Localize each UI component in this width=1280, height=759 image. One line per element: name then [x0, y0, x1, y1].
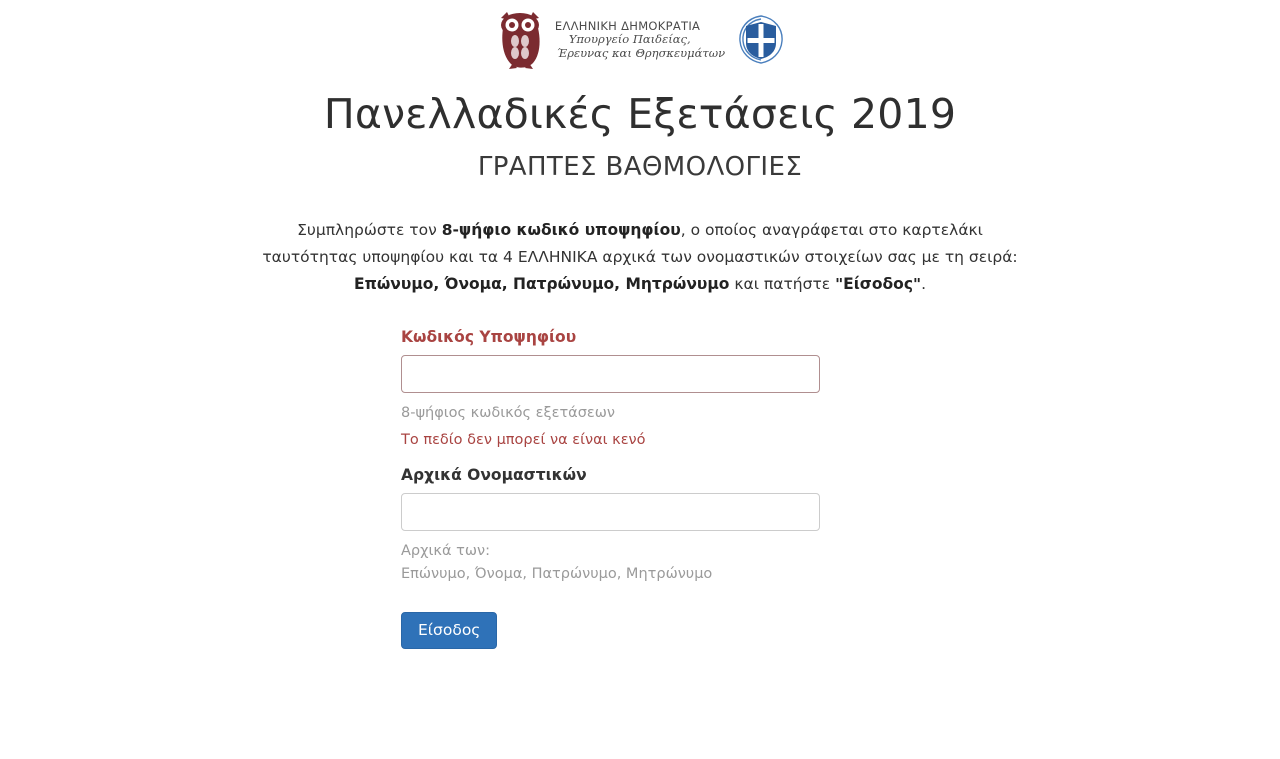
logo-text [555, 18, 725, 61]
page-title: Πανελλαδικές Εξετάσεις 2019 [323, 90, 957, 138]
instructions-text [260, 217, 1020, 297]
candidate-code-error: Το πεδίο δεν μπορεί να είναι κενό [401, 431, 646, 448]
owl-icon [493, 8, 549, 70]
login-form [401, 297, 821, 649]
submit-button[interactable]: Είσοδος [401, 612, 497, 650]
instructions-line3-bold2: "Είσοδος" [835, 274, 922, 293]
logo-inner [493, 8, 787, 70]
candidate-code-help: 8-ψήφιος κωδικός εξετάσεων [401, 405, 615, 422]
instructions-line2: ταυτότητας υποψηφίου και τα 4 ΕΛΛΗΝΙΚΑ αρχικά των ονομαστικών στοιχείων σας με τη σειρά: [262, 247, 1018, 266]
candidate-code-input[interactable] [401, 355, 820, 393]
logo-line-ministry: Υπουργείο Παιδείας, [568, 32, 691, 47]
instructions-line1-bold: 8-ψήφιο κωδικό υποψηφίου [441, 221, 681, 240]
initials-label: Αρχικά Ονομαστικών [401, 466, 587, 485]
instructions-line3-end: . [921, 274, 927, 293]
initials-help-line1: Αρχικά των: [401, 543, 490, 560]
instructions-line1-part1: Συμπληρώστε τον [297, 221, 442, 240]
initials-help-line2: Επώνυμο, Όνομα, Πατρώνυμο, Μητρώνυμο [401, 566, 713, 583]
page-subtitle: ΓΡΑΠΤΕΣ ΒΑΘΜΟΛΟΓΙΕΣ [477, 152, 803, 183]
logo-line-republic: ΕΛΛΗΝΙΚΗ ΔΗΜΟΚΡΑΤΙΑ [554, 18, 701, 33]
ministry-logo [0, 0, 1280, 72]
logo-line-research: Έρευνας και Θρησκευμάτων [556, 45, 726, 60]
instructions-line3-mid: και πατήστε [729, 274, 836, 293]
greek-coat-of-arms-icon [735, 13, 787, 65]
instructions-line3-bold1: Επώνυμο, Όνομα, Πατρώνυμο, Μητρώνυμο [353, 274, 730, 293]
candidate-code-label: Κωδικός Υποψηφίου [401, 328, 577, 347]
candidate-code-group [401, 328, 821, 450]
initials-input[interactable] [401, 493, 820, 531]
initials-group [401, 466, 821, 584]
instructions-line1-part2: , ο οποίος αναγράφεται στο καρτελάκι [680, 221, 983, 240]
